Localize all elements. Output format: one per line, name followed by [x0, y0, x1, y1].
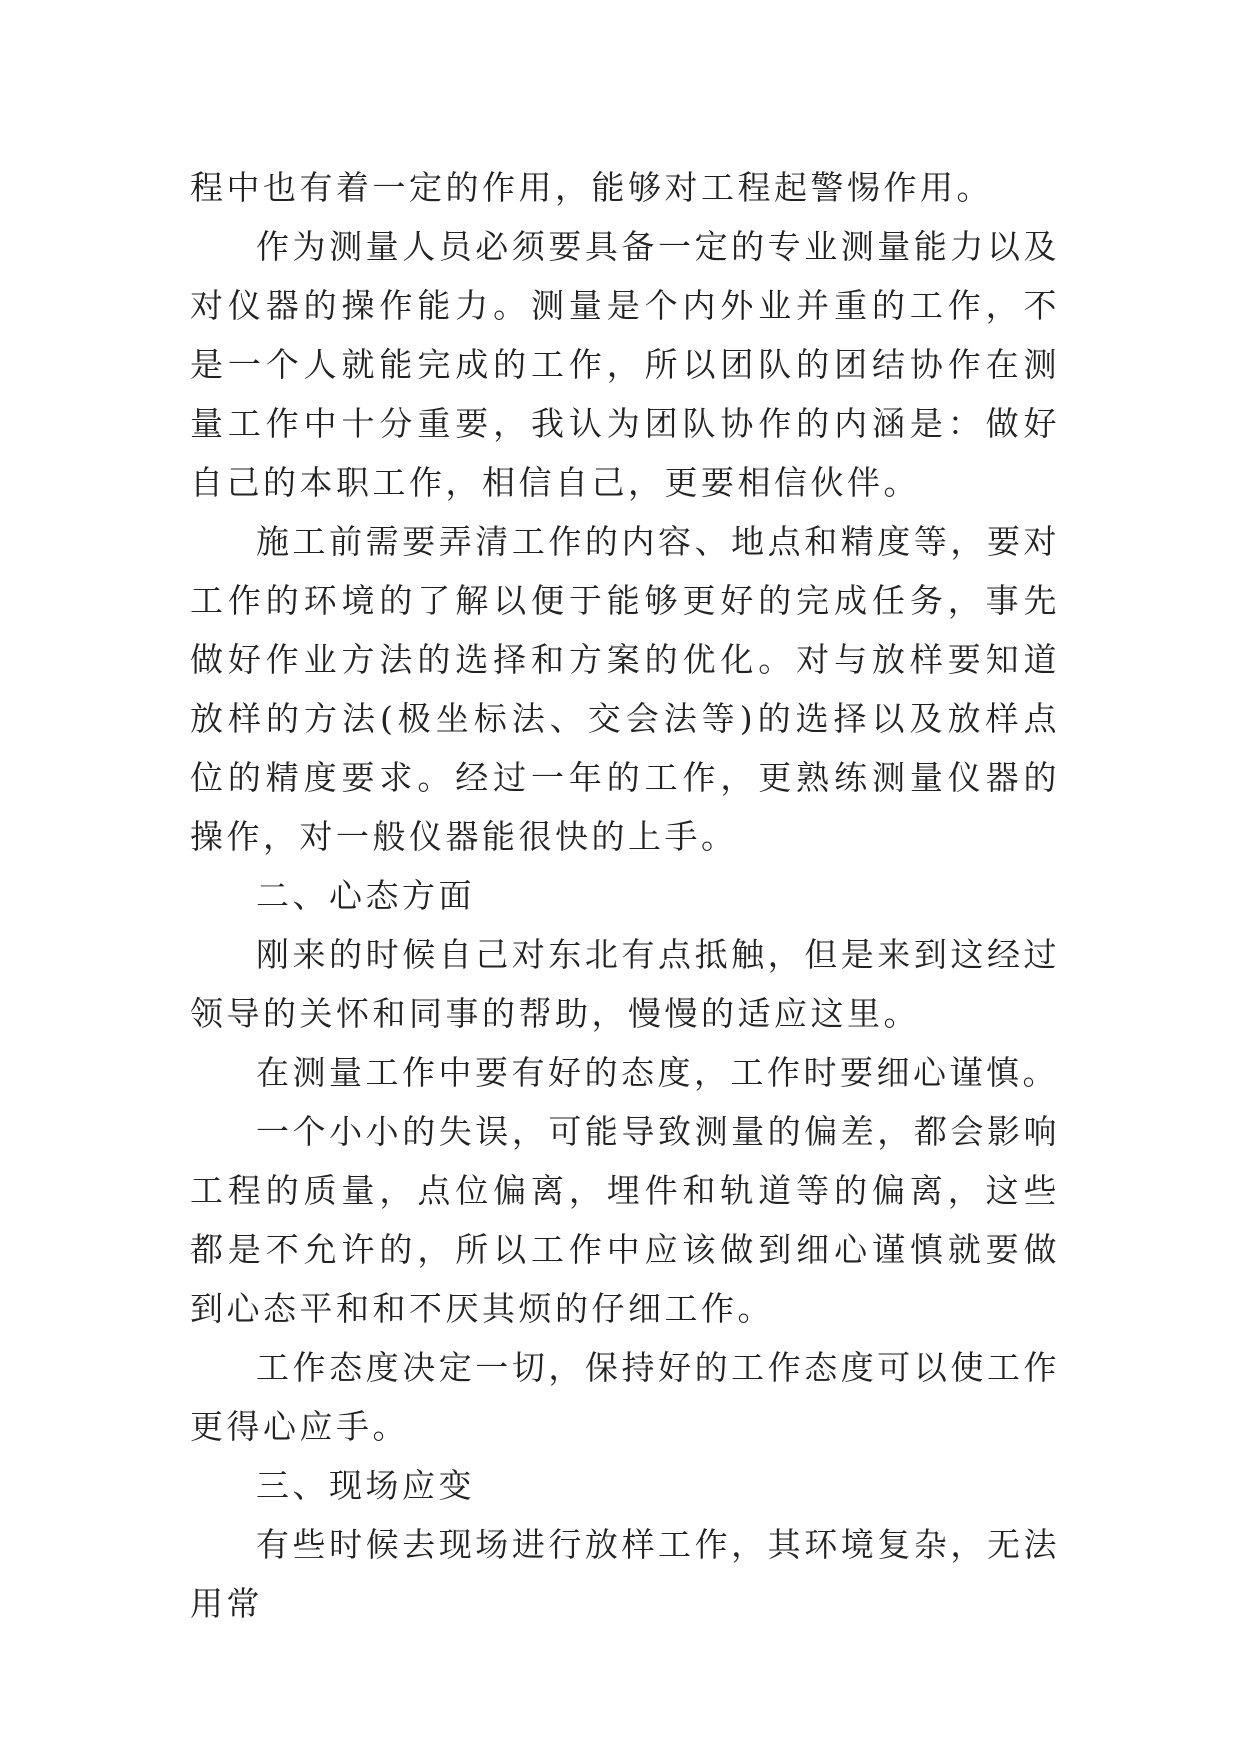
paragraph-arrival: 刚来的时候自己对东北有点抵触，但是来到这经过领导的关怀和同事的帮助，慢慢的适应这里。	[190, 935, 1060, 1033]
section-heading-onsite: 三、现场应变	[256, 1466, 475, 1505]
paragraph-mistakes: 一个小小的失误，可能导致测量的偏差，都会影响工程的质量，点位偏离，埋件和轨道等的偏离，这些都是不允许的，所以工作中应该做到细心谨慎就要做到心态平和和不厌其烦的仔细工作。	[190, 1112, 1060, 1328]
paragraph-continuation: 程中也有着一定的作用，能够对工程起警惕作用。	[190, 168, 993, 207]
paragraph-surveyor-skills: 作为测量人员必须要具备一定的专业测量能力以及对仪器的操作能力。测量是个内外业并重的工作，不是一个人就能完成的工作，所以团队的团结协作在测量工作中十分重要，我认为团队协作的内涵是：做好自己的本职工作，相信自己，更要相信伙伴。	[190, 227, 1060, 502]
paragraph-pre-construction: 施工前需要弄清工作的内容、地点和精度等，要对工作的环境的了解以便于能够更好的完成任务，事先做好作业方法的选择和方案的优化。对与放样要知道放样的方法(极坐标法、交会法等)的选择以及放样点位的精度要求。经过一年的工作，更熟练测量仪器的操作，对一般仪器能很快的上手。	[190, 522, 1060, 856]
paragraph-attitude: 在测量工作中要有好的态度，工作时要细心谨慎。	[256, 1053, 1059, 1092]
section-heading-mindset: 二、心态方面	[256, 876, 475, 915]
paragraph-onsite: 有些时候去现场进行放样工作，其环境复杂，无法用常	[190, 1525, 1060, 1623]
document-body	[190, 158, 1060, 1633]
paragraph-work-attitude: 工作态度决定一切，保持好的工作态度可以使工作更得心应手。	[190, 1348, 1060, 1446]
